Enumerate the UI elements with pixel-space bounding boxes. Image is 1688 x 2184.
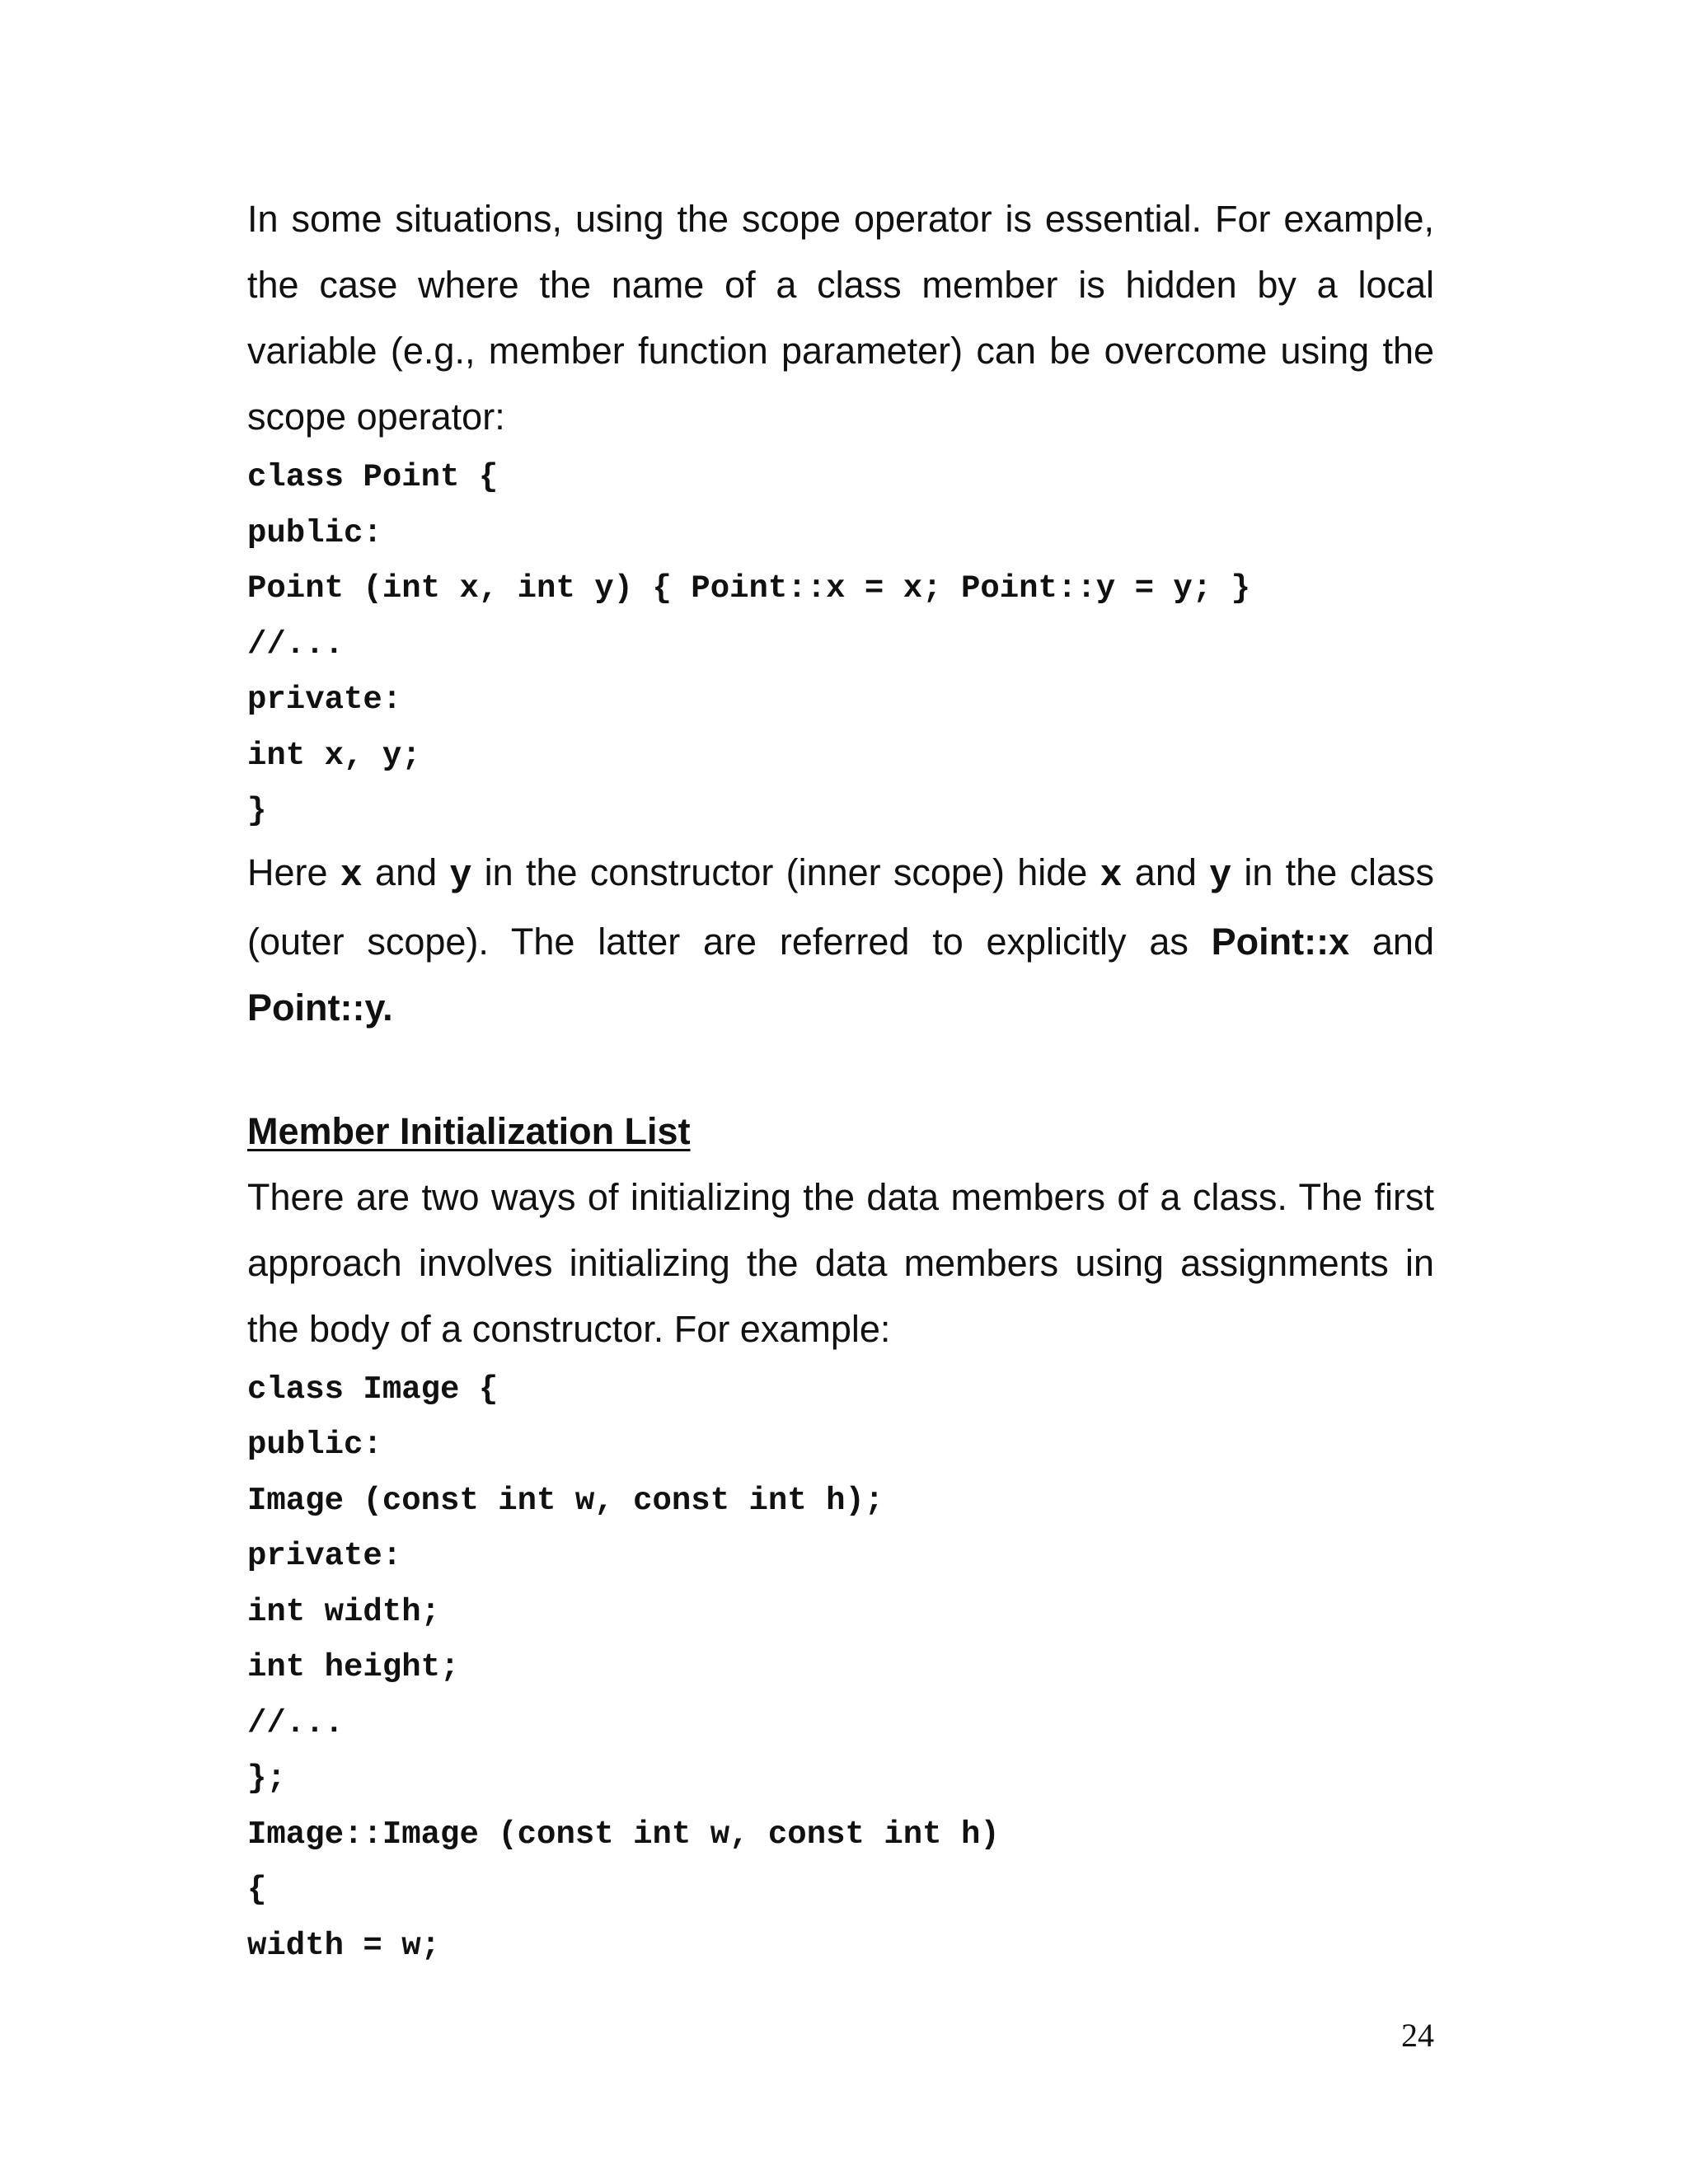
- code-line: };: [247, 1760, 286, 1797]
- code-line: }: [247, 793, 267, 829]
- bold-term: y: [1209, 854, 1232, 897]
- code-line: int x, y;: [247, 737, 421, 774]
- text-run: Here: [247, 851, 340, 893]
- code-line: int height;: [247, 1649, 460, 1685]
- code-line: //...: [247, 1704, 345, 1741]
- text-run: in the class (outer scope). The latter are referred to explicitly as: [247, 851, 1435, 963]
- page-number: 24: [1401, 2017, 1434, 2054]
- section-paragraph: There are two ways of initializing the data members of a class. The first approach involves initializing the data members using assignments in the body of a constructor. For example:: [247, 1175, 1434, 1350]
- code-line: private:: [247, 1538, 402, 1574]
- text-run: in the constructor (inner scope) hide: [471, 851, 1100, 893]
- bold-term: y: [449, 854, 472, 897]
- code-line: width = w;: [247, 1927, 441, 1964]
- code-line: int width;: [247, 1593, 441, 1630]
- bold-term: x: [340, 854, 363, 897]
- section-spacer: [247, 1041, 1434, 1099]
- text-run: and: [1122, 851, 1210, 893]
- text-run: and: [362, 851, 450, 893]
- page-content: [247, 186, 1434, 1974]
- code-line: class Image {: [247, 1371, 499, 1408]
- code-line: public:: [247, 1427, 382, 1463]
- explanation-paragraph: [247, 840, 1434, 1041]
- bold-term: x: [1100, 854, 1123, 897]
- code-line: Image::Image (const int w, const int h): [247, 1816, 1000, 1853]
- code-line: private:: [247, 682, 402, 718]
- code-line: {: [247, 1872, 267, 1908]
- text-run: and: [1349, 920, 1434, 963]
- bold-term: Point::y.: [247, 986, 393, 1029]
- code-block-image: [247, 1362, 1434, 1975]
- code-line: Point (int x, int y) { Point::x = x; Point::y = y; }: [247, 570, 1250, 607]
- code-line: public:: [247, 514, 382, 551]
- intro-paragraph: In some situations, using the scope operator is essential. For example, the case where the name of a class member is hidden by a local variable (e.g., member function parameter) can be overcome using the scope operator:: [247, 198, 1434, 438]
- code-line: class Point {: [247, 459, 499, 495]
- section-heading: Member Initialization List: [247, 1109, 691, 1152]
- code-block-point: [247, 450, 1434, 840]
- code-line: Image (const int w, const int h);: [247, 1482, 884, 1519]
- bold-term: Point::x: [1211, 920, 1350, 963]
- code-line: //...: [247, 626, 345, 663]
